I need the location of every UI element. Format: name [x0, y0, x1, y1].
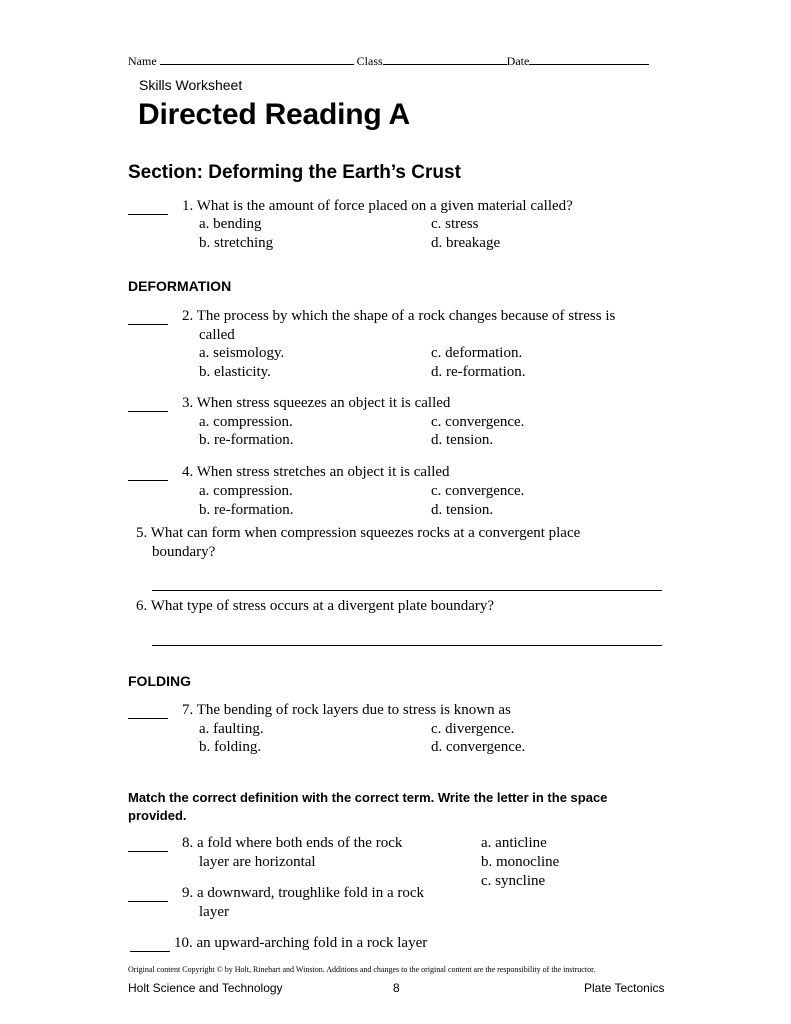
question-3: 3. When stress squeezes an object it is called [182, 395, 451, 411]
question-2-line-1: 2. The process by which the shape of a rock changes because of stress is [182, 308, 616, 324]
answer-blank-q4[interactable] [128, 467, 168, 481]
q3-option-c: c. convergence. [431, 414, 525, 430]
class-label: Class [356, 54, 383, 68]
q3-option-a: a. compression. [199, 414, 293, 430]
q2-option-c: c. deformation. [431, 345, 523, 361]
answer-blank-q10[interactable] [130, 938, 170, 952]
answer-blank-q8[interactable] [128, 838, 168, 852]
question-8-line-2: layer are horizontal [199, 854, 316, 870]
matching-instructions: Match the correct definition with the correct term. Write the letter in the space provided. [128, 790, 608, 823]
answer-blank-q2[interactable] [128, 311, 168, 325]
q7-option-a: a. faulting. [199, 721, 264, 737]
copyright-notice: Original content Copyright © by Holt, Rinehart and Winston. Additions and changes to the original content are the responsibility of the instructor. [128, 965, 596, 974]
date-field[interactable] [529, 54, 649, 65]
question-5-line-2: boundary? [152, 544, 216, 560]
class-field[interactable] [383, 54, 507, 65]
q3-option-d: d. tension. [431, 432, 494, 448]
question-6: 6. What type of stress occurs at a divergent plate boundary? [136, 598, 495, 614]
q1-option-c: c. stress [431, 216, 479, 232]
footer-publisher: Holt Science and Technology [128, 981, 283, 995]
name-class-date-header [128, 54, 649, 69]
heading-deformation: DEFORMATION [128, 278, 232, 294]
question-7: 7. The bending of rock layers due to stress is known as [182, 702, 511, 718]
q1-option-a: a. bending [199, 216, 262, 232]
answer-blank-q9[interactable] [128, 888, 168, 902]
q1-option-d: d. breakage [431, 235, 501, 251]
answer-blank-q3[interactable] [128, 398, 168, 412]
answer-blank-q7[interactable] [128, 705, 168, 719]
q4-option-d: d. tension. [431, 502, 494, 518]
question-2-line-2: called [199, 327, 235, 343]
q4-option-c: c. convergence. [431, 483, 525, 499]
question-9-line-2: layer [199, 904, 229, 920]
q7-option-d: d. convergence. [431, 739, 526, 755]
term-b: b. monocline [481, 854, 560, 870]
date-label: Date [506, 54, 530, 68]
question-9-line-1: 9. a downward, troughlike fold in a rock [182, 885, 425, 901]
question-8-line-1: 8. a fold where both ends of the rock [182, 835, 403, 851]
answer-line-q6[interactable] [152, 645, 662, 646]
heading-folding: FOLDING [128, 673, 191, 689]
question-5-line-1: 5. What can form when compression squeezes rocks at a convergent place [136, 525, 581, 541]
q7-option-c: c. divergence. [431, 721, 515, 737]
term-c: c. syncline [481, 873, 546, 889]
answer-blank-q1[interactable] [128, 201, 168, 215]
name-label: Name [128, 54, 157, 68]
q1-option-b: b. stretching [199, 235, 274, 251]
q4-option-a: a. compression. [199, 483, 293, 499]
answer-line-q5[interactable] [152, 590, 662, 591]
name-field[interactable] [160, 54, 354, 65]
question-4: 4. When stress stretches an object it is called [182, 464, 450, 480]
question-1: 1. What is the amount of force placed on a given material called? [182, 198, 573, 214]
q2-option-b: b. elasticity. [199, 364, 271, 380]
term-a: a. anticline [481, 835, 547, 851]
q2-option-a: a. seismology. [199, 345, 285, 361]
footer-chapter: Plate Tectonics [584, 981, 665, 995]
q7-option-b: b. folding. [199, 739, 262, 755]
question-10: 10. an upward-arching fold in a rock layer [174, 935, 428, 951]
section-title: Section: Deforming the Earth’s Crust [128, 162, 461, 183]
footer-page-number: 8 [393, 981, 400, 995]
q3-option-b: b. re-formation. [199, 432, 294, 448]
q4-option-b: b. re-formation. [199, 502, 294, 518]
page-title: Directed Reading A [138, 98, 411, 131]
worksheet-type: Skills Worksheet [139, 77, 243, 93]
q2-option-d: d. re-formation. [431, 364, 526, 380]
